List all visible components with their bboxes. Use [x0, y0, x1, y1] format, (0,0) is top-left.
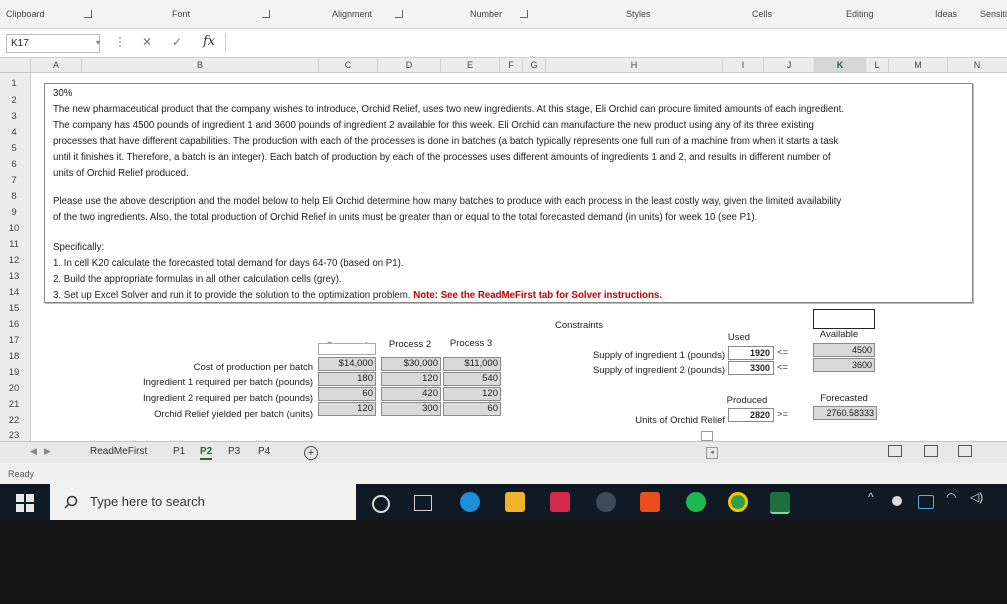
sheet-tabs	[0, 441, 1007, 464]
ing2-process-1[interactable]: 60	[318, 387, 376, 401]
clipboard-launcher-icon[interactable]	[84, 10, 92, 18]
show-hidden-icons-icon[interactable]: ^	[868, 490, 874, 504]
instruction-step-3-text: 3. Set up Excel Solver and run it to provide the solution to the optimization problem.	[53, 290, 411, 301]
instruction-specifically: Specifically:	[53, 242, 105, 253]
wifi-icon[interactable]: ◠	[946, 490, 957, 504]
alignment-launcher-icon[interactable]	[395, 10, 403, 18]
taskbar-search-placeholder: Type here to search	[90, 494, 205, 509]
yield-label: Orchid Relief yielded per batch (units)	[154, 409, 313, 420]
file-explorer-icon[interactable]	[505, 492, 525, 512]
cost-process-1[interactable]: $14,000	[318, 357, 376, 371]
cost-process-2[interactable]: $30,000	[381, 357, 441, 371]
row-header-23[interactable]: 23	[8, 430, 20, 441]
name-box[interactable]: K17	[6, 34, 100, 53]
col-header-g[interactable]: G	[523, 58, 546, 72]
available-header: Available	[819, 329, 859, 340]
instruction-line-4: until it finishes it. Therefore, a batch is an integer). Each batch of production by each of the processes uses different amounts of ingredients 1 and 2, and results in different number of	[53, 152, 831, 163]
notification-app-icon[interactable]	[918, 495, 934, 509]
ribbon-group-editing[interactable]: Editing	[846, 9, 874, 19]
instruction-line-1: The new pharmaceutical product that the company wishes to introduce, Orchid Relief, uses two new ingredients. At this stage, Eli Orchid can procure limited amounts of each ingredient.	[53, 104, 845, 115]
spotify-icon[interactable]	[686, 492, 706, 512]
formula-input[interactable]	[225, 33, 1001, 52]
batches-process-1[interactable]	[318, 343, 376, 355]
ribbon-group-sensitivity[interactable]: Sensiti	[980, 9, 1007, 19]
ribbon-group-ideas[interactable]: Ideas	[935, 9, 958, 19]
selected-cell-k17[interactable]	[813, 309, 875, 329]
instruction-step-1: 1. In cell K20 calculate the forecasted total demand for days 64-70 (based on P1).	[53, 258, 404, 269]
row-header-9[interactable]: 9	[11, 207, 17, 218]
col-header-l[interactable]: L	[866, 58, 889, 72]
row-header-1[interactable]: 1	[11, 78, 17, 89]
instructions-textbox[interactable]	[44, 83, 973, 303]
row-header-13[interactable]: 13	[8, 271, 20, 282]
cost-label: Cost of production per batch	[193, 362, 313, 373]
row-header-4[interactable]: 4	[11, 127, 17, 138]
row-header-17[interactable]: 17	[8, 335, 20, 346]
yield-process-3[interactable]: 60	[443, 402, 501, 416]
number-launcher-icon[interactable]	[520, 10, 528, 18]
instruction-line-5: units of Orchid Relief produced.	[53, 168, 189, 179]
row-header-3[interactable]: 3	[11, 111, 17, 122]
ribbon-group-clipboard[interactable]: Clipboard	[6, 9, 45, 19]
ing1-process-1[interactable]: 180	[318, 372, 376, 386]
tab-p3[interactable]: P3	[228, 446, 241, 457]
ribbon-group-alignment[interactable]: Alignment	[332, 9, 373, 19]
ribbon-group-styles[interactable]: Styles	[626, 9, 651, 19]
normal-view-icon[interactable]	[888, 445, 902, 457]
instruction-step-2: 2. Build the appropriate formulas in all other calculation cells (grey).	[53, 274, 342, 285]
produced-units[interactable]: 2820	[728, 408, 774, 422]
tab-readmefirst[interactable]: ReadMeFirst	[90, 446, 148, 457]
font-launcher-icon[interactable]	[262, 10, 270, 18]
windows-taskbar	[0, 484, 1007, 520]
col-header-b[interactable]: B	[82, 58, 319, 72]
formula-bar-options-icon[interactable]: ⋮	[114, 35, 126, 49]
yield-process-1[interactable]: 120	[318, 402, 376, 416]
cortana-icon[interactable]	[372, 495, 390, 513]
row-header-10[interactable]: 10	[8, 223, 20, 234]
name-box-dropdown-icon[interactable]: ▾	[96, 38, 101, 47]
excel-taskbar-icon[interactable]	[770, 492, 790, 514]
instruction-line-3: processes that have different capabilities. The production with each of the processes is done in batches (a batch typically represents one full run of a machine from when it starts a task	[53, 136, 839, 147]
col-header-f[interactable]: F	[500, 58, 523, 72]
row-header-14[interactable]: 14	[8, 287, 20, 298]
ing1-process-2[interactable]: 120	[381, 372, 441, 386]
row-headers	[0, 73, 31, 441]
forecasted-header: Forecasted	[820, 393, 868, 404]
used-header: Used	[727, 332, 751, 343]
units-of-orchid-relief-label: Units of Orchid Relief	[635, 415, 725, 426]
tab-scroll-left-icon[interactable]: ◀	[30, 446, 37, 456]
tab-p2[interactable]: P2	[200, 446, 212, 460]
used-ingredient-2[interactable]: 3300	[728, 361, 774, 375]
le-operator-1: <=	[777, 347, 789, 358]
col-header-m[interactable]: M	[889, 58, 948, 72]
task-view-icon[interactable]	[414, 495, 432, 511]
page-layout-icon[interactable]	[924, 445, 938, 457]
ingredient-2-label: Ingredient 2 required per batch (pounds)	[142, 393, 313, 404]
instruction-line-7: of the two ingredients. Also, the total production of Orchid Relief in units must be greater than or equal to the total forecasted demand (in units) for week 10 (see P1).	[53, 212, 758, 223]
quick-analysis-icon[interactable]	[701, 431, 713, 441]
row-header-8[interactable]: 8	[11, 191, 17, 202]
produced-header: Produced	[726, 395, 768, 406]
column-headers	[0, 58, 1007, 73]
row-header-15[interactable]: 15	[8, 303, 20, 314]
col-header-k[interactable]: K	[815, 58, 866, 72]
row-header-7[interactable]: 7	[11, 175, 17, 186]
instruction-line-2: The company has 4500 pounds of ingredient 1 and 3600 pounds of ingredient 2 available for this week. Eli Orchid can manufacture the new product using any of its three existing	[53, 120, 814, 131]
office-icon[interactable]	[640, 492, 660, 512]
search-icon	[64, 495, 78, 509]
row-header-21[interactable]: 21	[8, 399, 20, 410]
tab-p1[interactable]: P1	[173, 446, 186, 457]
cost-process-3[interactable]: $11,000	[443, 357, 501, 371]
chrome-icon[interactable]	[728, 492, 748, 512]
ribbon-group-number[interactable]: Number	[470, 9, 503, 19]
col-header-j[interactable]: J	[764, 58, 815, 72]
instruction-weight: 30%	[53, 88, 73, 99]
instruction-line-6: Please use the above description and the model below to help Eli Orchid determine how many batches to produce with each process in the least costly way, given the limited availability	[53, 196, 842, 207]
ribbon-group-cells[interactable]: Cells	[752, 9, 773, 19]
instruction-step-3	[53, 290, 662, 301]
app-icon[interactable]	[596, 492, 616, 512]
available-ingredient-2[interactable]: 3600	[813, 358, 875, 372]
page-break-preview-icon[interactable]	[958, 445, 972, 457]
constraints-title: Constraints	[555, 320, 604, 331]
row-header-2[interactable]: 2	[11, 95, 17, 106]
tab-p4[interactable]: P4	[258, 446, 271, 457]
col-header-c[interactable]: C	[319, 58, 378, 72]
available-ingredient-1[interactable]: 4500	[813, 343, 875, 357]
ing1-process-3[interactable]: 540	[443, 372, 501, 386]
insert-function-icon[interactable]: fx	[203, 34, 216, 49]
forecasted-demand-k20[interactable]: 2760.58333	[813, 406, 877, 420]
status-bar	[0, 463, 1007, 484]
col-header-i[interactable]: I	[723, 58, 764, 72]
process-3-header: Process 3	[449, 338, 493, 349]
ing2-process-2[interactable]: 420	[381, 387, 441, 401]
process-2-header: Process 2	[388, 339, 432, 350]
windows-start-icon[interactable]	[16, 494, 34, 512]
enter-icon[interactable]: ✓	[172, 35, 183, 49]
supply-ingredient-1-label: Supply of ingredient 1 (pounds)	[592, 350, 725, 361]
col-header-h[interactable]: H	[546, 58, 723, 72]
cancel-icon[interactable]: ✕	[142, 35, 153, 49]
row-header-11[interactable]: 11	[9, 239, 19, 250]
row-header-6[interactable]: 6	[11, 159, 17, 170]
status-ready: Ready	[8, 469, 35, 479]
edge-icon[interactable]	[460, 492, 480, 512]
row-header-5[interactable]: 5	[11, 143, 17, 154]
ribbon	[0, 0, 1007, 29]
ribbon-group-font[interactable]: Font	[172, 9, 191, 19]
volume-icon[interactable]: ◁)	[970, 490, 984, 504]
col-header-e[interactable]: E	[441, 58, 500, 72]
col-header-a[interactable]: A	[31, 58, 82, 72]
used-ingredient-1[interactable]: 1920	[728, 346, 774, 360]
ge-operator: >=	[777, 409, 789, 420]
row-header-22[interactable]: 22	[8, 415, 20, 426]
yield-process-2[interactable]: 300	[381, 402, 441, 416]
col-header-n[interactable]: N	[973, 60, 981, 70]
le-operator-2: <=	[777, 362, 789, 373]
formula-bar	[0, 29, 1007, 58]
select-all-corner[interactable]	[0, 58, 31, 72]
col-header-d[interactable]: D	[378, 58, 441, 72]
tab-scroll-right-icon[interactable]: ▶	[44, 446, 51, 456]
row-header-16[interactable]: 16	[8, 319, 20, 330]
ing2-process-3[interactable]: 120	[443, 387, 501, 401]
screen-bezel	[0, 520, 1007, 604]
supply-ingredient-2-label: Supply of ingredient 2 (pounds)	[592, 365, 725, 376]
taskbar-search-box[interactable]	[50, 484, 356, 520]
ingredient-1-label: Ingredient 1 required per batch (pounds)	[142, 377, 313, 388]
row-header-12[interactable]: 12	[8, 255, 20, 266]
add-sheet-icon[interactable]: +	[304, 446, 318, 460]
worksheet-grid[interactable]	[31, 73, 1007, 441]
onedrive-icon[interactable]	[892, 496, 902, 506]
row-header-19[interactable]: 19	[8, 367, 20, 378]
mcafee-icon[interactable]	[550, 492, 570, 512]
row-header-20[interactable]: 20	[8, 383, 20, 394]
horizontal-scroll-left-icon[interactable]: ◂	[706, 447, 718, 459]
solver-note: Note: See the ReadMeFirst tab for Solver instructions.	[413, 290, 662, 301]
row-header-18[interactable]: 18	[8, 351, 20, 362]
